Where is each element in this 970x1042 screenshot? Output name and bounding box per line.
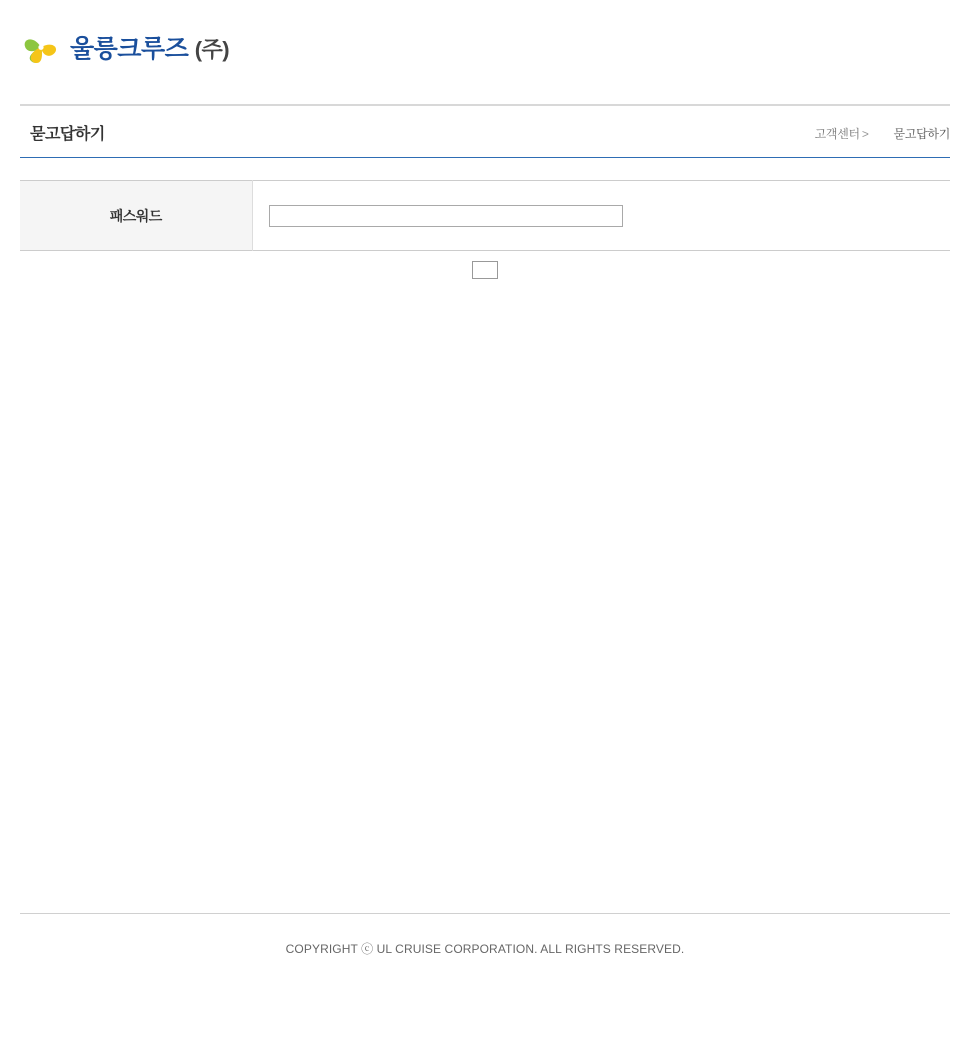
site-footer bbox=[20, 913, 950, 1003]
form-actions bbox=[20, 261, 950, 283]
password-form bbox=[20, 180, 950, 283]
page-titlebar bbox=[20, 104, 950, 158]
pinwheel-flower-icon bbox=[20, 28, 62, 70]
password-label: 패스워드 bbox=[20, 181, 252, 251]
password-cell bbox=[252, 181, 950, 251]
breadcrumb-parent[interactable]: 고객센터 bbox=[814, 127, 860, 141]
site-logo-suffix: (주) bbox=[194, 36, 230, 62]
table-row bbox=[20, 181, 950, 251]
page-title: 묻고답하기 bbox=[30, 126, 105, 143]
password-table bbox=[20, 180, 950, 251]
site-logo-text bbox=[70, 34, 230, 63]
password-input[interactable] bbox=[269, 205, 623, 227]
submit-button[interactable] bbox=[472, 261, 498, 279]
breadcrumb bbox=[815, 125, 950, 142]
site-logo-link[interactable] bbox=[20, 28, 229, 70]
copyright-text: COPYRIGHT ⓒ UL CRUISE CORPORATION. ALL RIGHTS RESERVED. bbox=[285, 942, 685, 956]
site-logo-name: 울릉크루즈 bbox=[70, 34, 189, 63]
site-header bbox=[0, 0, 970, 104]
breadcrumb-current: 묻고답하기 bbox=[893, 127, 950, 141]
breadcrumb-separator-icon: > bbox=[861, 127, 869, 141]
